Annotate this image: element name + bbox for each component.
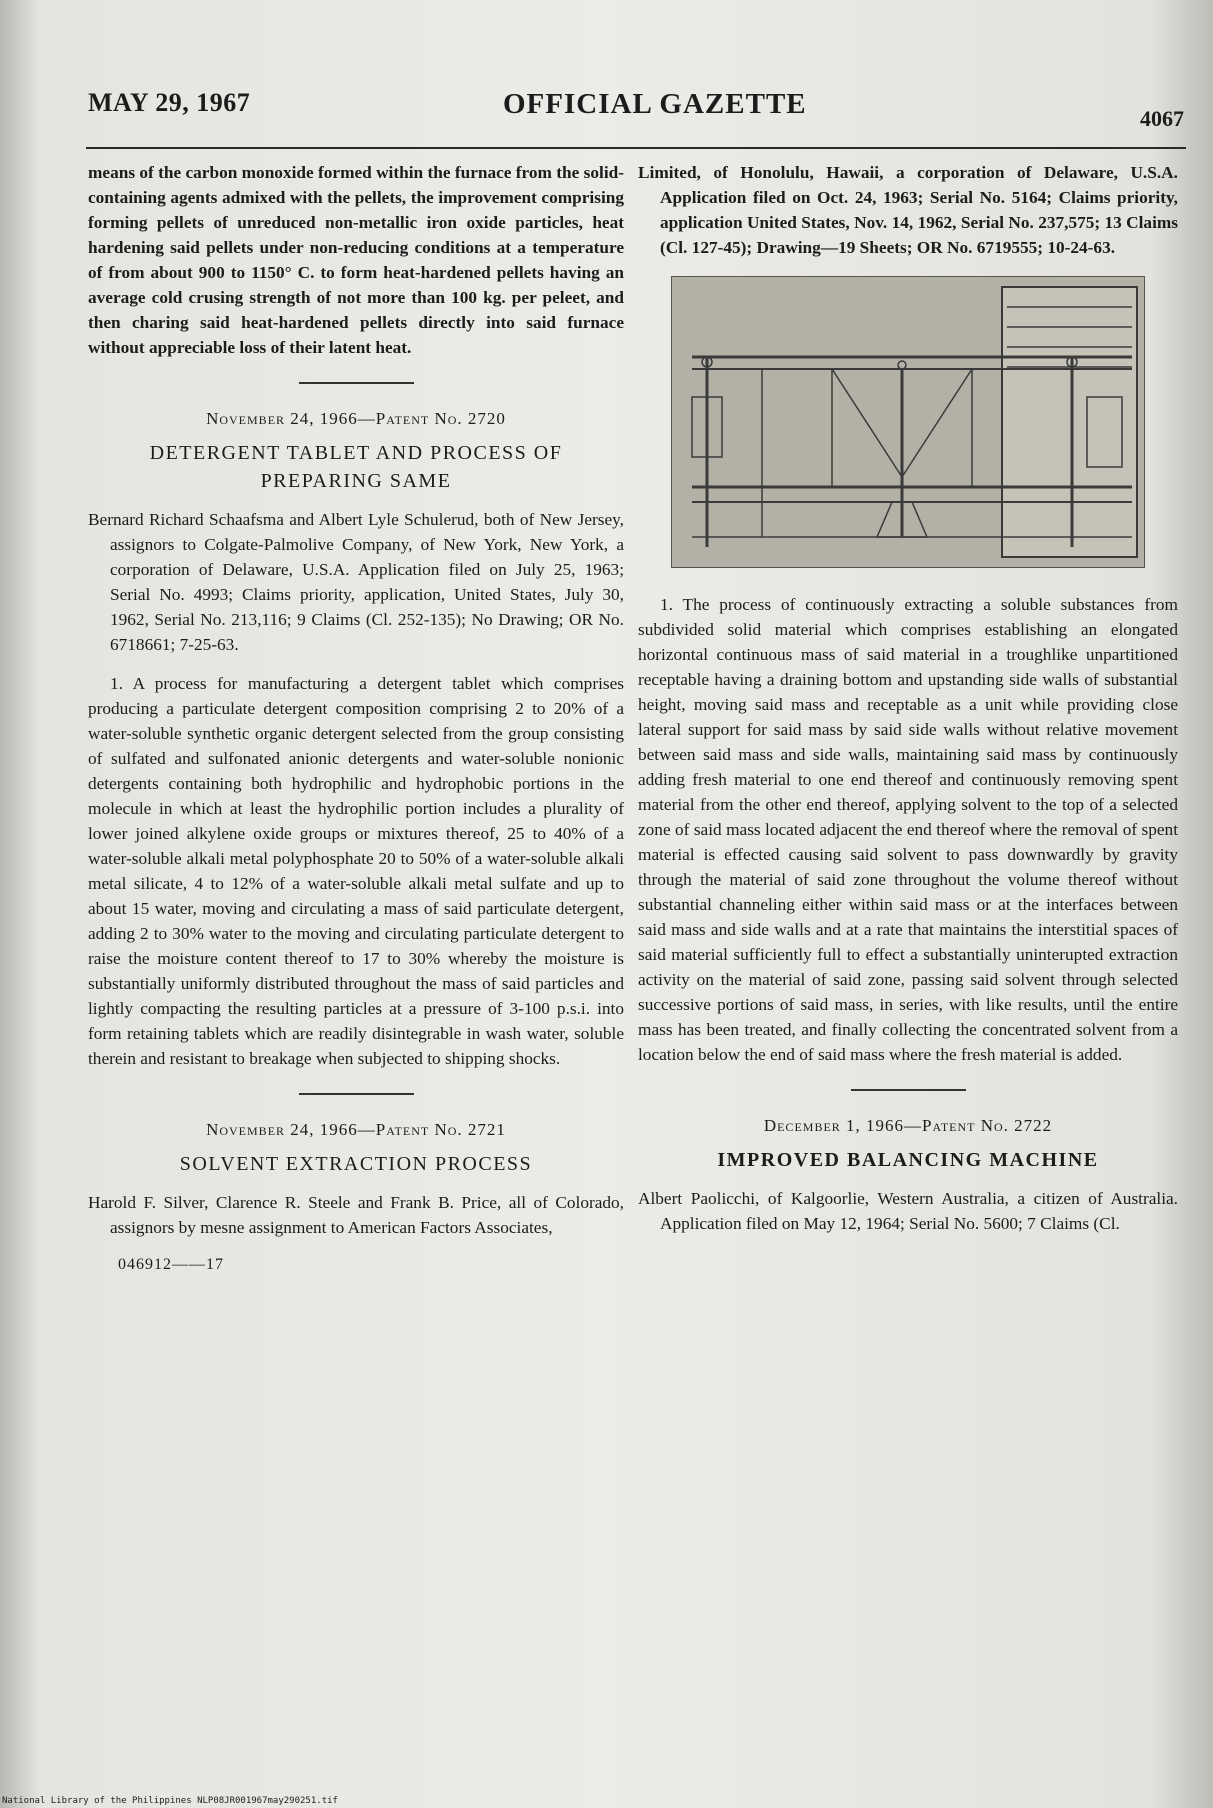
page-header <box>88 88 1188 131</box>
patent-2720-dateline: November 24, 1966—Patent No. 2720 <box>206 409 506 428</box>
patent-2721-parties-continued: Limited, of Honolulu, Hawaii, a corporation of Delaware, U.S.A. Application filed on Oct. 24, 1963; Serial No. 5164; Claims priority, application United States, Nov. 14, 1962, Serial No. 237,575; 13 Claims (Cl. 127-45); Drawing—19 Sheets; OR No. 6719555; 10-24-63. <box>638 163 1178 257</box>
patent-2722-title: IMPROVED BALANCING MACHINE <box>717 1149 1099 1171</box>
patent-2720-claim: 1. A process for manufacturing a detergent tablet which comprises producing a particulate detergent composition comprising 2 to 20% of a water-soluble synthetic organic detergent selected from the group consisting of sulfated and sulfonated anionic detergents and water-soluble nonionic detergents containing both hydrophilic and hydrophobic portions in the molecule in which at least the hydrophilic portion includes a plurality of lower joined alkylene oxide groups or mixtures thereof, 25 to 40% of a water-soluble alkali metal polyphosphate 20 to 50% of a water-soluble alkali metal silicate, 4 to 12% of a water-soluble alkali metal sulfate and up to about 15 water, moving and circulating a mass of said particulate detergent, adding 2 to 30% water to the moving and circulating particulate detergent to raise the moisture content thereof to 17 to 30% whereby the moisture is substantially uniformly distributed throughout the mass of said particles and lightly compacting the resulting particles at a pressure of 3-100 p.s.i. into form retaining tablets which are readily disintegrable in wash water, soluble therein and resistant to breakage when subjected to shipping shocks. <box>88 674 624 1068</box>
patent-2720-parties: Bernard Richard Schaafsma and Albert Lyle Schulerud, both of New Jersey, assignors to Colgate-Palmolive Company, of New York, New York, a corporation of Delaware, U.S.A. Application filed on July 25, 1963; Serial No. 4993; Claims priority, application, United States, July 30, 1962, Serial No. 213,116; 9 Claims (Cl. 252-135); No Drawing; OR No. 6718661; 7-25-63. <box>88 510 624 654</box>
header-date: MAY 29, 1967 <box>88 88 251 117</box>
patent-2721-parties: Harold F. Silver, Clarence R. Steele and Frank B. Price, all of Colorado, assignors by mesne assignment to American Factors Associates, <box>88 1193 624 1237</box>
header-page-number: 4067 <box>1140 106 1184 131</box>
scan-source-footer: National Library of the Philippines NLP08JR001967may290251.tif <box>2 1796 338 1806</box>
patent-2722-dateline: December 1, 1966—Patent No. 2722 <box>763 1116 1053 1135</box>
patent-2721-dateline: November 24, 1966—Patent No. 2721 <box>206 1120 506 1139</box>
section-divider <box>851 1089 966 1091</box>
patent-drawing-figure <box>671 276 1145 568</box>
patent-2720-title: DETERGENT TABLET AND PROCESS OF PREPARING SAME <box>149 442 563 492</box>
section-divider <box>299 382 414 384</box>
patent-2721-claim: 1. The process of continuously extracting a soluble substances from subdivided solid material which comprises establishing an elongated horizontal continuous mass of said material in a troughlike unpartitioned receptable having a draining bottom and upstanding side walls of substantial height, moving said mass and receptable as a unit while providing close lateral support for said mass by said side walls without relative movement between said mass and side walls, maintaining said mass by continuously adding fresh material to one end thereof and continuously removing spent material from the other end thereof, applying solvent to the top of a selected zone of said mass located adjacent the end thereof where the removal of spent material is effected causing said solvent to pass downwardly by gravity through the material of said zone throughout the volume thereof without substantial channeling either within said mass or at the interfaces between said mass and side walls and at a rate that maintains the interstitial spaces of said material sufficiently full to effect a substantially uninterupted extraction activity on the material of said zone, passing said solvent through selected successive portions of said mass, in series, with like results, until the entire mass has been treated, and finally collecting the concentrated solvent from a location below the end of said mass where the fresh material is added. <box>638 595 1178 1064</box>
patent-2722-parties: Albert Paolicchi, of Kalgoorlie, Western Australia, a citizen of Australia. Application filed on May 12, 1964; Serial No. 5600; 7 Claims (Cl. <box>638 1189 1178 1233</box>
left-column <box>88 160 624 1277</box>
section-divider <box>299 1093 414 1095</box>
sheet-code: 046912——17 <box>118 1256 224 1273</box>
right-column <box>638 160 1178 1236</box>
continued-claim-text: means of the carbon monoxide formed within the furnace from the solid-containing agents admixed with the pellets, the improvement comprising forming pellets of unreduced non-metallic iron oxide particles, heat hardening said pellets under non-reducing conditions at a temperature of from about 900 to 1150° C. to form heat-hardened pellets having an average cold crusing strength of not more than 100 kg. per peleet, and then charing said heat-hardened pellets directly into said furnace without appreciable loss of their latent heat. <box>88 163 624 357</box>
patent-2721-title: SOLVENT EXTRACTION PROCESS <box>179 1153 533 1175</box>
header-rule <box>86 147 1186 149</box>
patent-drawing-image <box>672 277 1144 567</box>
header-title: OFFICIAL GAZETTE <box>503 88 807 120</box>
